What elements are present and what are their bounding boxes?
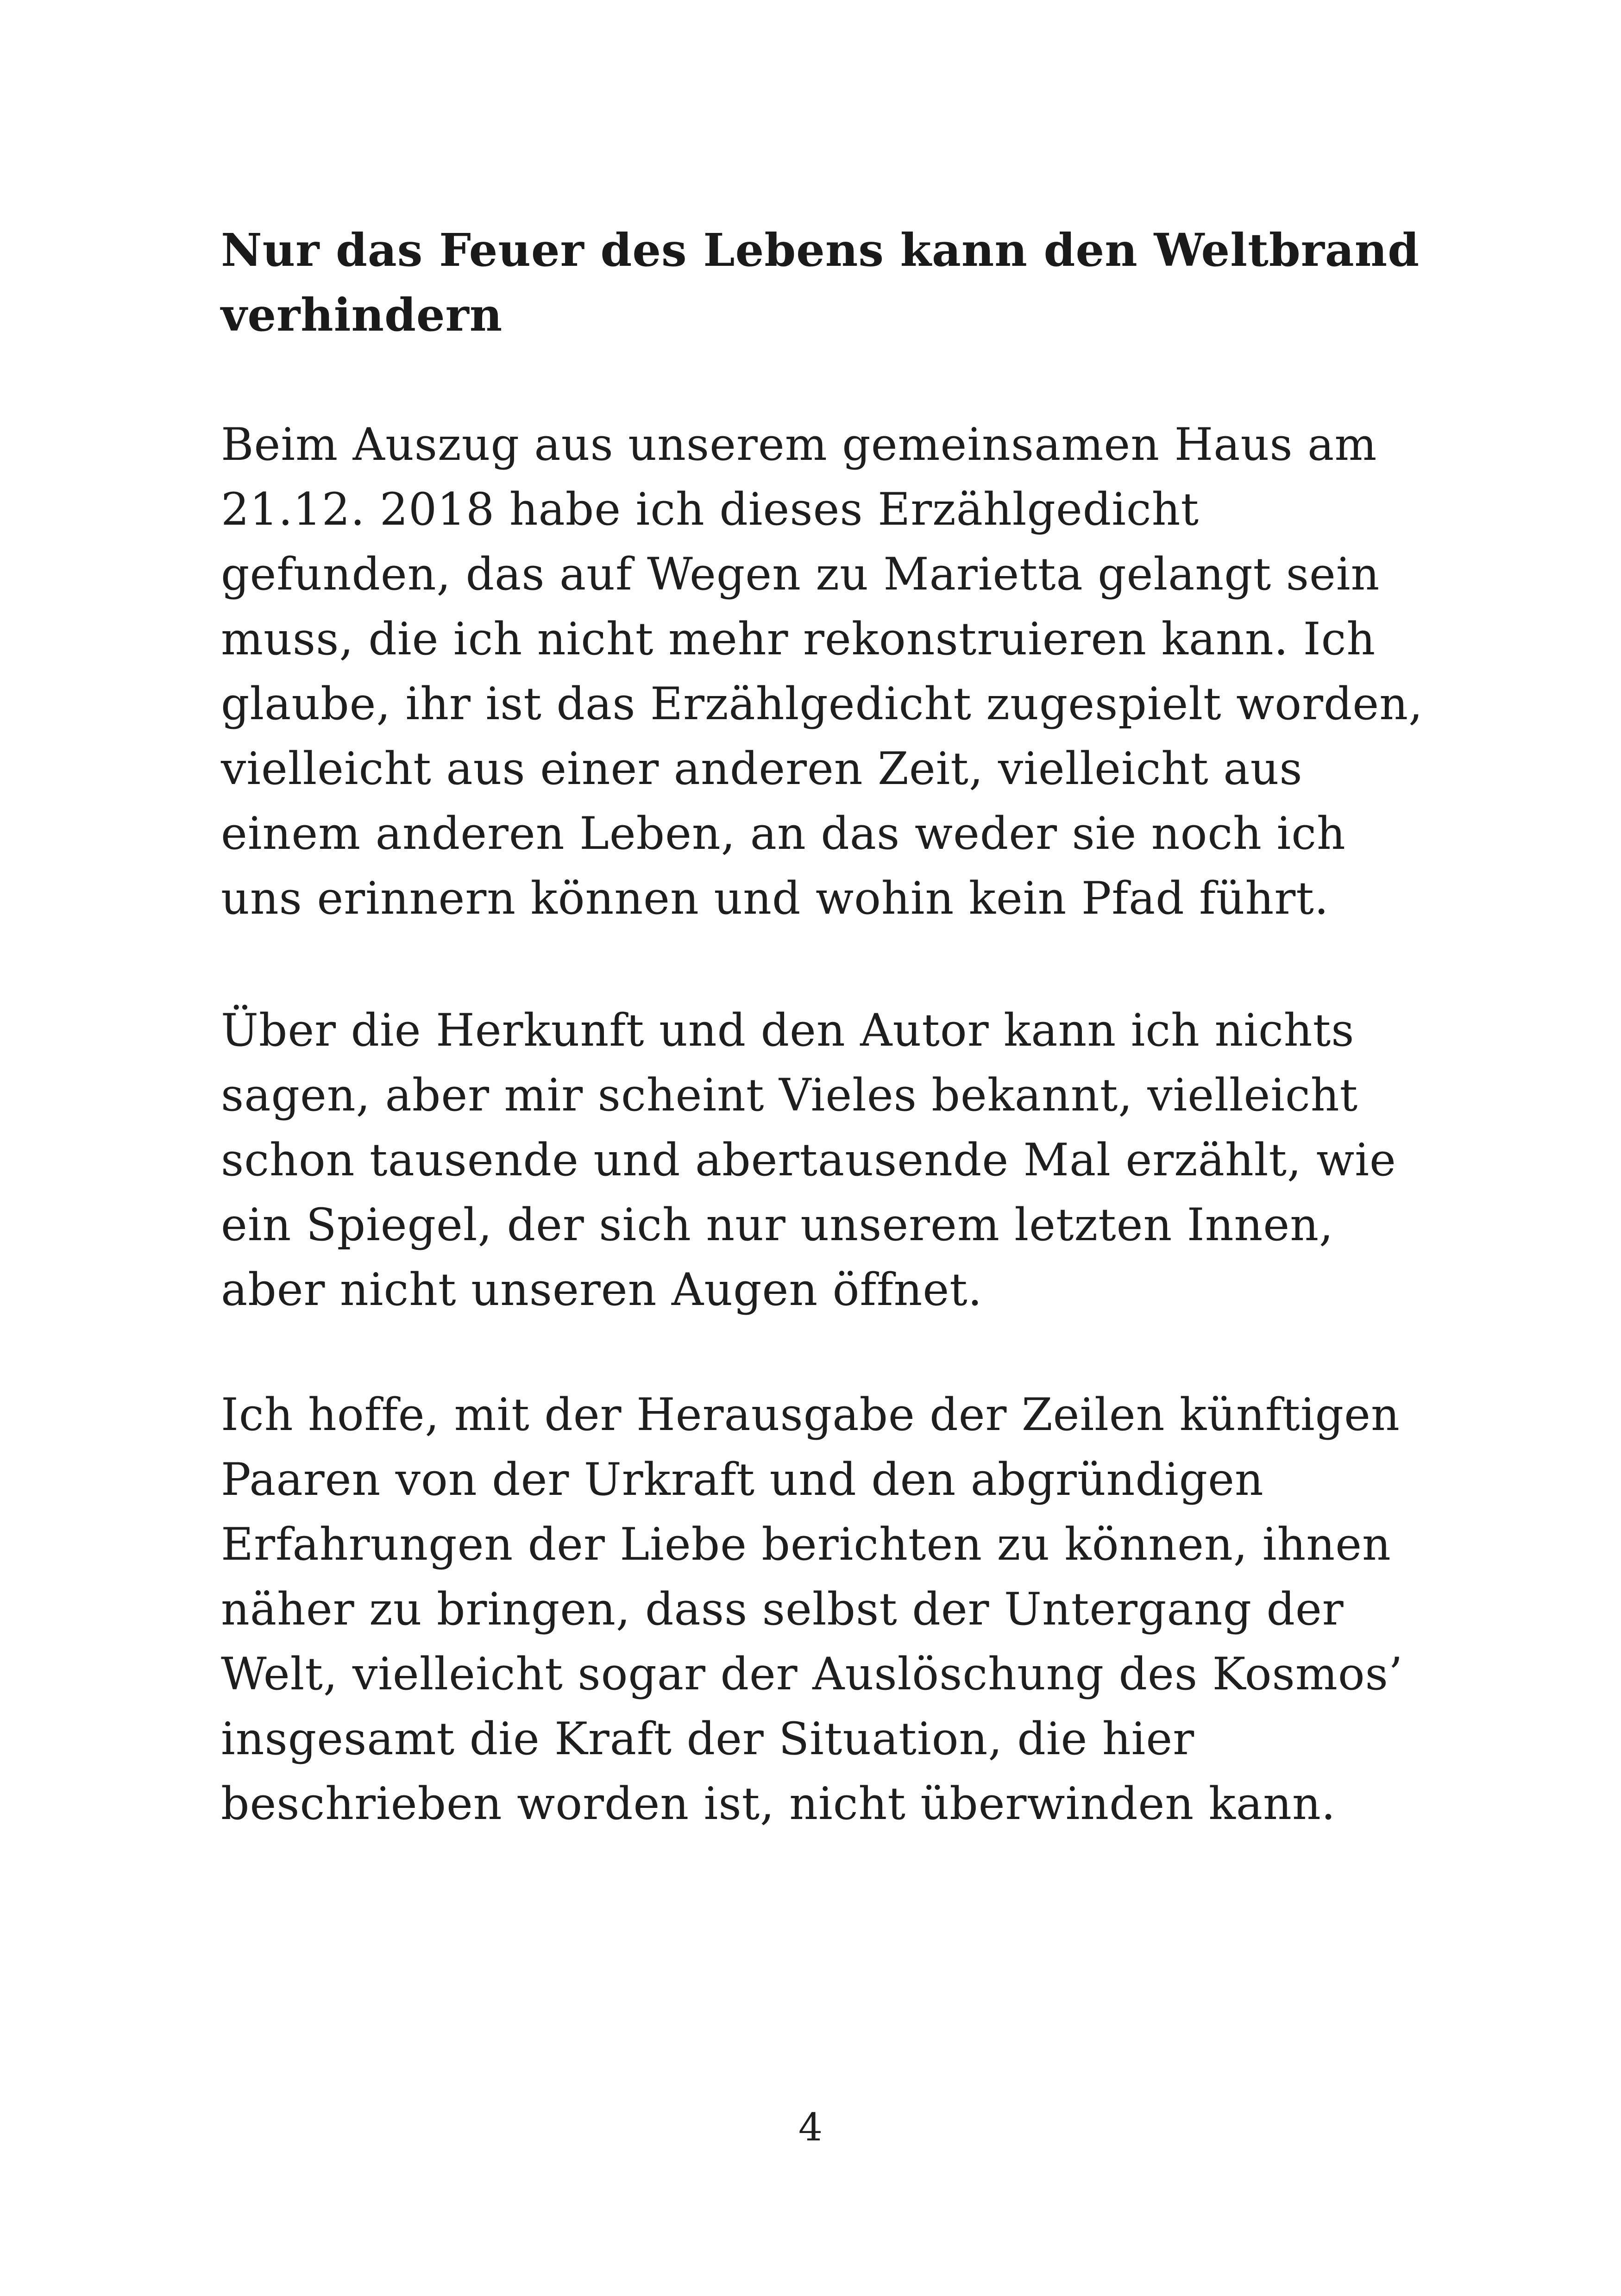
text-line: einem anderen Leben, an das weder sie noch ich: [221, 808, 1346, 859]
text-line: uns erinnern können und wohin kein Pfad führt.: [221, 872, 1329, 924]
text-line: 21.12. 2018 habe ich dieses Erzählgedicht: [221, 483, 1200, 535]
text-line: Ich hoffe, mit der Herausgabe der Zeilen künftigen: [221, 1389, 1400, 1441]
paragraph-3: [221, 1382, 1403, 1836]
text-line: Über die Herkunft und den Autor kann ich nichts: [221, 1004, 1355, 1056]
text-line: Beim Auszug aus unserem gemeinsamen Haus am: [221, 419, 1377, 470]
text-line: aber nicht unseren Augen öffnet.: [221, 1264, 983, 1316]
text-line: gefunden, das auf Wegen zu Marietta gelangt sein: [221, 548, 1380, 600]
paragraph-2: [221, 998, 1396, 1322]
chapter-title-line: Nur das Feuer des Lebens kann den Weltbrand: [221, 224, 1420, 276]
paragraph-1: [221, 412, 1423, 931]
text-line: Erfahrungen der Liebe berichten zu können, ihnen: [221, 1518, 1391, 1570]
text-line: Welt, vielleicht sogar der Auslöschung des Kosmos’: [221, 1648, 1403, 1700]
text-line: schon tausende und abertausende Mal erzählt, wie: [221, 1134, 1396, 1186]
text-line: ein Spiegel, der sich nur unserem letzten Innen,: [221, 1199, 1334, 1251]
text-line: vielleicht aus einer anderen Zeit, vielleicht aus: [221, 743, 1303, 795]
text-line: beschrieben worden ist, nicht überwinden kann.: [221, 1778, 1336, 1830]
text-line: insgesamt die Kraft der Situation, die hier: [221, 1713, 1195, 1765]
text-line: sagen, aber mir scheint Vieles bekannt, vielleicht: [221, 1069, 1358, 1121]
chapter-title: [221, 218, 1425, 347]
text-line: Paaren von der Urkraft und den abgründigen: [221, 1454, 1264, 1506]
text-line: näher zu bringen, dass selbst der Untergang der: [221, 1583, 1344, 1635]
text-line: muss, die ich nicht mehr rekonstruieren kann. Ich: [221, 613, 1376, 665]
page-number: 4: [798, 2106, 823, 2150]
chapter-title-line: verhindern: [221, 289, 503, 341]
text-line: glaube, ihr ist das Erzählgedicht zugespielt worden,: [221, 678, 1423, 730]
